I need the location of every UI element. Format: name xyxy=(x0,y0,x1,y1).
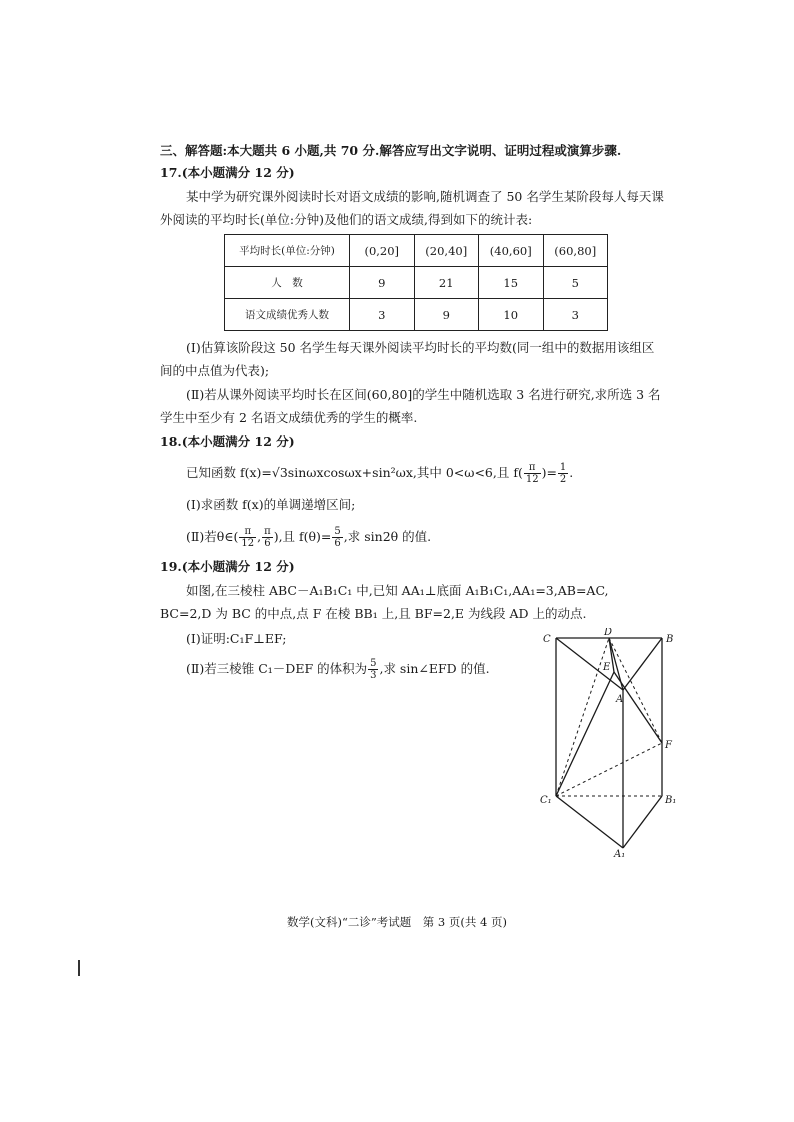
label-B: B xyxy=(666,634,674,645)
q17-part1-line1: (Ⅰ)估算该阶段这 50 名学生每天课外阅读平均时长的平均数(同一组中的数据用该组区 xyxy=(186,340,655,355)
q18-given-text: 已知函数 f(x)=√3sinωxcosωx+sin²ωx,其中 0<ω<6,且 f( xyxy=(186,465,523,480)
fraction: $\frac{\pi}{12}$ xyxy=(241,526,255,549)
table-row-count xyxy=(225,267,608,299)
table-cell: 15 xyxy=(479,267,544,299)
margin-mark xyxy=(78,960,80,976)
q17-part2-line1: (Ⅱ)若从课外阅读平均时长在区间(60,80]的学生中随机选取 3 名进行研究,求所选 3 名 xyxy=(186,387,661,402)
q17-intro-line1: 某中学为研究课外阅读时长对语文成绩的影响,随机调查了 50 名学生某阶段每人每天课 xyxy=(186,189,664,204)
q17-part2-line2: 学生中至少有 2 名语文成绩优秀的学生的概率. xyxy=(160,410,418,425)
table-interval-cell: (0,20] xyxy=(350,235,415,267)
table-header-label: 平均时长(单位:分钟) xyxy=(225,235,350,267)
segment-C1F-hidden xyxy=(556,743,662,796)
table-interval-cell: (60,80] xyxy=(543,235,608,267)
table-row-excellent xyxy=(225,299,608,331)
page-footer: 数学(文科)“二诊”考试题 第 3 页(共 4 页) xyxy=(287,915,507,929)
label-C: C xyxy=(543,634,551,645)
label-C1: C₁ xyxy=(540,795,552,806)
fraction: $\frac{5}{3}$ xyxy=(370,658,377,681)
q17-part1-line2: 间的中点值为代表); xyxy=(160,363,270,378)
q19-text-line2: BC=2,D 为 BC 的中点,点 F 在棱 BB₁ 上,且 BF=2,E 为线段 AD 上的动点. xyxy=(160,606,587,621)
segment-EF xyxy=(614,672,662,743)
table-interval-cell: (40,60] xyxy=(479,235,544,267)
table-cell: 5 xyxy=(543,267,608,299)
q17-intro-line2: 外阅读的平均时长(单位:分钟)及他们的语文成绩,得到如下的统计表: xyxy=(160,212,533,227)
edge-C1A1 xyxy=(556,796,623,848)
q19-part1: (Ⅰ)证明:C₁F⊥EF; xyxy=(186,631,287,646)
q17-title: 17.(本小题满分 12 分) xyxy=(160,165,295,180)
table-cell: 21 xyxy=(414,267,479,299)
prism-figure xyxy=(538,628,688,858)
edge-B1A1 xyxy=(623,796,662,848)
table-cell: 9 xyxy=(414,299,479,331)
q19-title: 19.(本小题满分 12 分) xyxy=(160,559,295,574)
q19-text-line1: 如图,在三棱柱 ABC－A₁B₁C₁ 中,已知 AA₁⊥底面 A₁B₁C₁,AA₁=3,AB=AC, xyxy=(186,583,609,598)
statistics-table xyxy=(224,234,608,331)
q19-part2: (Ⅱ)若三棱锥 C₁－DEF 的体积为 $\frac{5}{3}$ ,求 sin∠EFD 的值. xyxy=(186,658,490,681)
edge-BA xyxy=(623,638,662,690)
table-cell: 10 xyxy=(479,299,544,331)
q18-title: 18.(本小题满分 12 分) xyxy=(160,434,295,449)
segment-DF-hidden xyxy=(609,638,662,743)
q18-part2: (Ⅱ)若θ∈( $\frac{\pi}{12}$ , $\frac{\pi}{6}$ ),且 f(θ)= $\frac{5}{6}$ ,求 sin2θ 的值. xyxy=(186,526,432,549)
segment-EC1 xyxy=(556,672,614,796)
q18-given: 已知函数 f(x)=√3sinωxcosωx+sin²ωx,其中 0<ω<6,且 f( $\frac{\pi}{12}$ )= $\frac{1}{2}$ . xyxy=(186,462,574,485)
table-header-row xyxy=(225,235,608,267)
label-D: D xyxy=(604,628,613,638)
segment-C1D-hidden xyxy=(556,638,609,796)
table-cell: 3 xyxy=(543,299,608,331)
table-row-label: 语文成绩优秀人数 xyxy=(225,299,350,331)
fraction: $\frac{1}{2}$ xyxy=(559,462,567,485)
label-A1: A₁ xyxy=(614,849,626,858)
label-E: E xyxy=(603,662,611,673)
table-interval-cell: (20,40] xyxy=(414,235,479,267)
label-B1: B₁ xyxy=(665,795,677,806)
fraction: $\frac{\pi}{6}$ xyxy=(264,526,271,549)
label-A: A xyxy=(616,694,624,705)
section-heading: 三、解答题:本大题共 6 小题,共 70 分.解答应写出文字说明、证明过程或演算步骤. xyxy=(160,143,622,158)
table-row-label: 人 数 xyxy=(225,267,350,299)
table-cell: 9 xyxy=(350,267,415,299)
table-cell: 3 xyxy=(350,299,415,331)
fraction: $\frac{5}{6}$ xyxy=(334,526,341,549)
label-F: F xyxy=(665,740,672,751)
q18-part1: (Ⅰ)求函数 f(x)的单调递增区间; xyxy=(186,497,356,512)
fraction: $\frac{\pi}{12}$ xyxy=(525,462,539,485)
